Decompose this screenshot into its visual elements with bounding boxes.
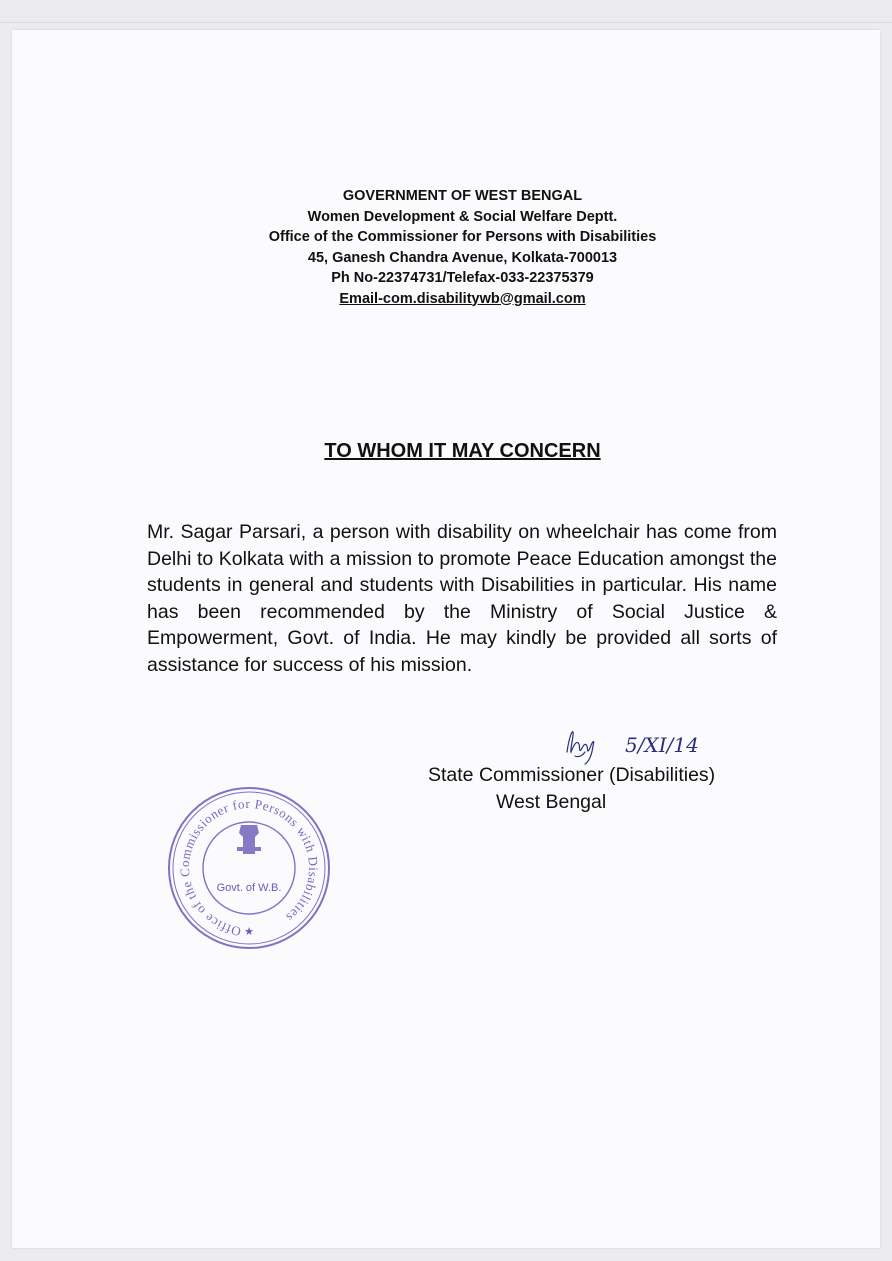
letterhead-government: GOVERNMENT OF WEST BENGAL	[342, 188, 583, 204]
letterhead-office: Office of the Commissioner for Persons with Disabilities	[268, 229, 657, 245]
signatory-block	[428, 762, 715, 816]
letterhead-address: 45, Ganesh Chandra Avenue, Kolkata-700013	[307, 249, 618, 266]
letter-body: Mr. Sagar Parsari, a person with disability on wheelchair has come from Delhi to Kolkata with a mission to promote Peace Education amongst the students in general and students with Disabilities in particular. His name has been recommended by the Ministry of Social Justice & Empowerment, Govt. of India. He may kindly be provided all sorts of assistance for success of his mission.	[147, 521, 777, 676]
signatory-designation: State Commissioner (Disabilities)	[428, 764, 716, 786]
seal-center-text: Govt. of W.B.	[216, 882, 282, 894]
official-seal-stamp	[163, 785, 335, 950]
signatory-location: West Bengal	[496, 791, 607, 813]
letterhead-phone: Ph No-22374731/Telefax-033-22375379	[331, 270, 594, 286]
seal-ring-text: Office of the Commissioner for Persons with Disabilities	[176, 795, 322, 940]
letterhead-department: Women Development & Social Welfare Deptt.	[307, 208, 618, 225]
seal-star-icon: ★	[244, 925, 254, 938]
scan-edge-line	[0, 22, 892, 23]
letterhead-email: Email-com.disabilitywb@gmail.com	[339, 290, 586, 307]
letterhead	[0, 186, 892, 309]
signature-date: 5/XI/14	[625, 733, 699, 757]
letter-heading: TO WHOM IT MAY CONCERN	[324, 440, 601, 462]
handwritten-signature	[565, 722, 725, 766]
